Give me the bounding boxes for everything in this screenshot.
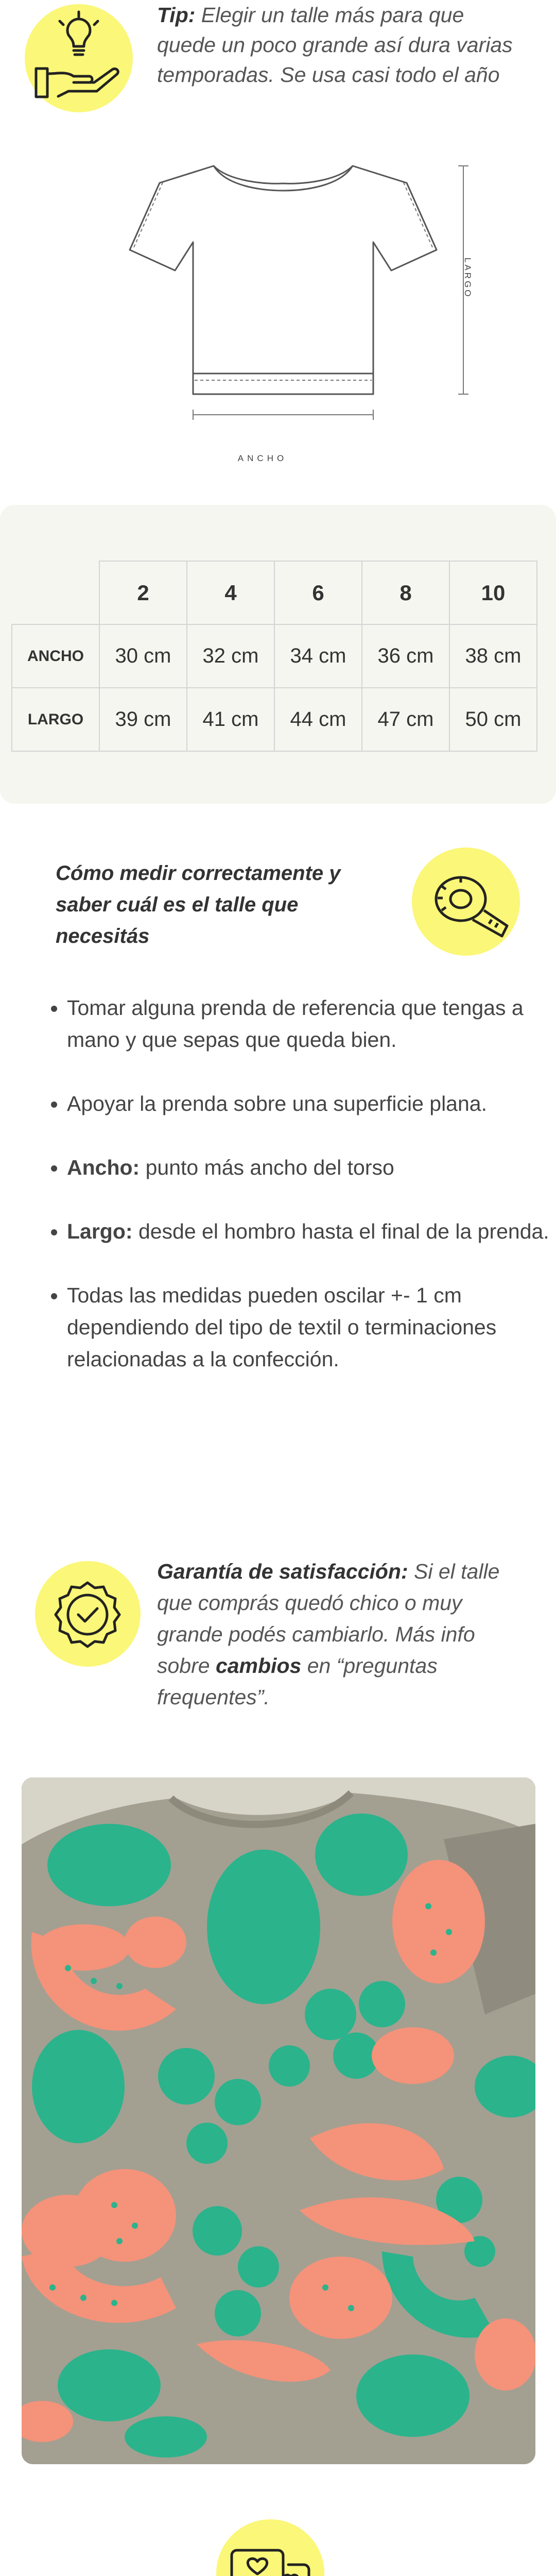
table-cell: 36 cm (362, 624, 449, 688)
table-cell: 34 cm (274, 624, 362, 688)
length-label: LARGO (463, 258, 473, 299)
row-label: ANCHO (12, 624, 99, 688)
guarantee-text (157, 1556, 528, 1713)
step-text: Todas las medidas pueden oscilar +- 1 cm dependiendo del tipo de textil o terminaciones relacionadas a la confección. (67, 1283, 497, 1371)
table-row (12, 688, 537, 751)
table-cell: 44 cm (274, 688, 362, 751)
size-header: 10 (449, 561, 537, 624)
exchanges-link[interactable]: cambios (215, 1654, 302, 1677)
measure-title: Cómo medir correctamente y saber cuál es el talle que necesitás (56, 862, 341, 947)
lightbulb-hand-icon (25, 4, 133, 112)
list-item (67, 1088, 551, 1120)
guarantee-label: Garantía de satisfacción: (157, 1560, 408, 1583)
tape-measure-icon (412, 848, 520, 956)
measure-icon-circle (412, 848, 520, 956)
badge-check-icon (35, 1561, 141, 1667)
table-cell: 30 cm (99, 624, 187, 688)
table-corner (12, 561, 99, 624)
width-label: ANCHO (237, 453, 288, 463)
size-header: 8 (362, 561, 449, 624)
step-text: punto más ancho del torso (140, 1156, 394, 1179)
table-header-row (12, 561, 537, 624)
step-text: Tomar alguna prenda de referencia que tengas a mano y que sepas que queda bien. (67, 996, 524, 1052)
guarantee-body: Si el talle que comprás quedó chico o muy grande podés cambiarlo. Más info sobre (157, 1560, 500, 1677)
table-cell: 39 cm (99, 688, 187, 751)
table-row (12, 624, 537, 688)
tip-text (157, 0, 528, 90)
tip-label: Tip: (157, 3, 196, 27)
guarantee-body-end: en “preguntas frequentes”. (157, 1654, 438, 1709)
chat-hearts-icon (216, 2519, 324, 2576)
table-cell: 47 cm (362, 688, 449, 751)
fruit-pattern-tshirt-image (22, 1777, 535, 2464)
list-item (67, 1279, 551, 1375)
tip-body: Elegir un talle más para que quede un poco grande así dura varias temporadas. Se usa casi todo el año (157, 3, 513, 87)
step-bold: Ancho: (67, 1156, 140, 1179)
step-text: desde el hombro hasta el final de la prenda. (132, 1219, 549, 1243)
table-cell: 50 cm (449, 688, 537, 751)
list-item (67, 1151, 551, 1183)
row-label: LARGO (12, 688, 99, 751)
guarantee-icon-circle (35, 1561, 141, 1667)
tshirt-outline (130, 166, 437, 394)
size-table (11, 561, 537, 752)
tip-icon-circle (25, 4, 133, 112)
tshirt-size-diagram (98, 155, 468, 469)
size-header: 4 (187, 561, 274, 624)
size-header: 6 (274, 561, 362, 624)
table-cell: 41 cm (187, 688, 274, 751)
list-item (67, 1215, 551, 1247)
table-cell: 32 cm (187, 624, 274, 688)
measure-steps-list (44, 992, 551, 1375)
step-text: Apoyar la prenda sobre una superficie plana. (67, 1092, 487, 1115)
closing-icon-circle (216, 2519, 324, 2576)
size-header: 2 (99, 561, 187, 624)
list-item (67, 992, 551, 1056)
step-bold: Largo: (67, 1219, 133, 1243)
product-photo (22, 1777, 535, 2464)
table-cell: 38 cm (449, 624, 537, 688)
